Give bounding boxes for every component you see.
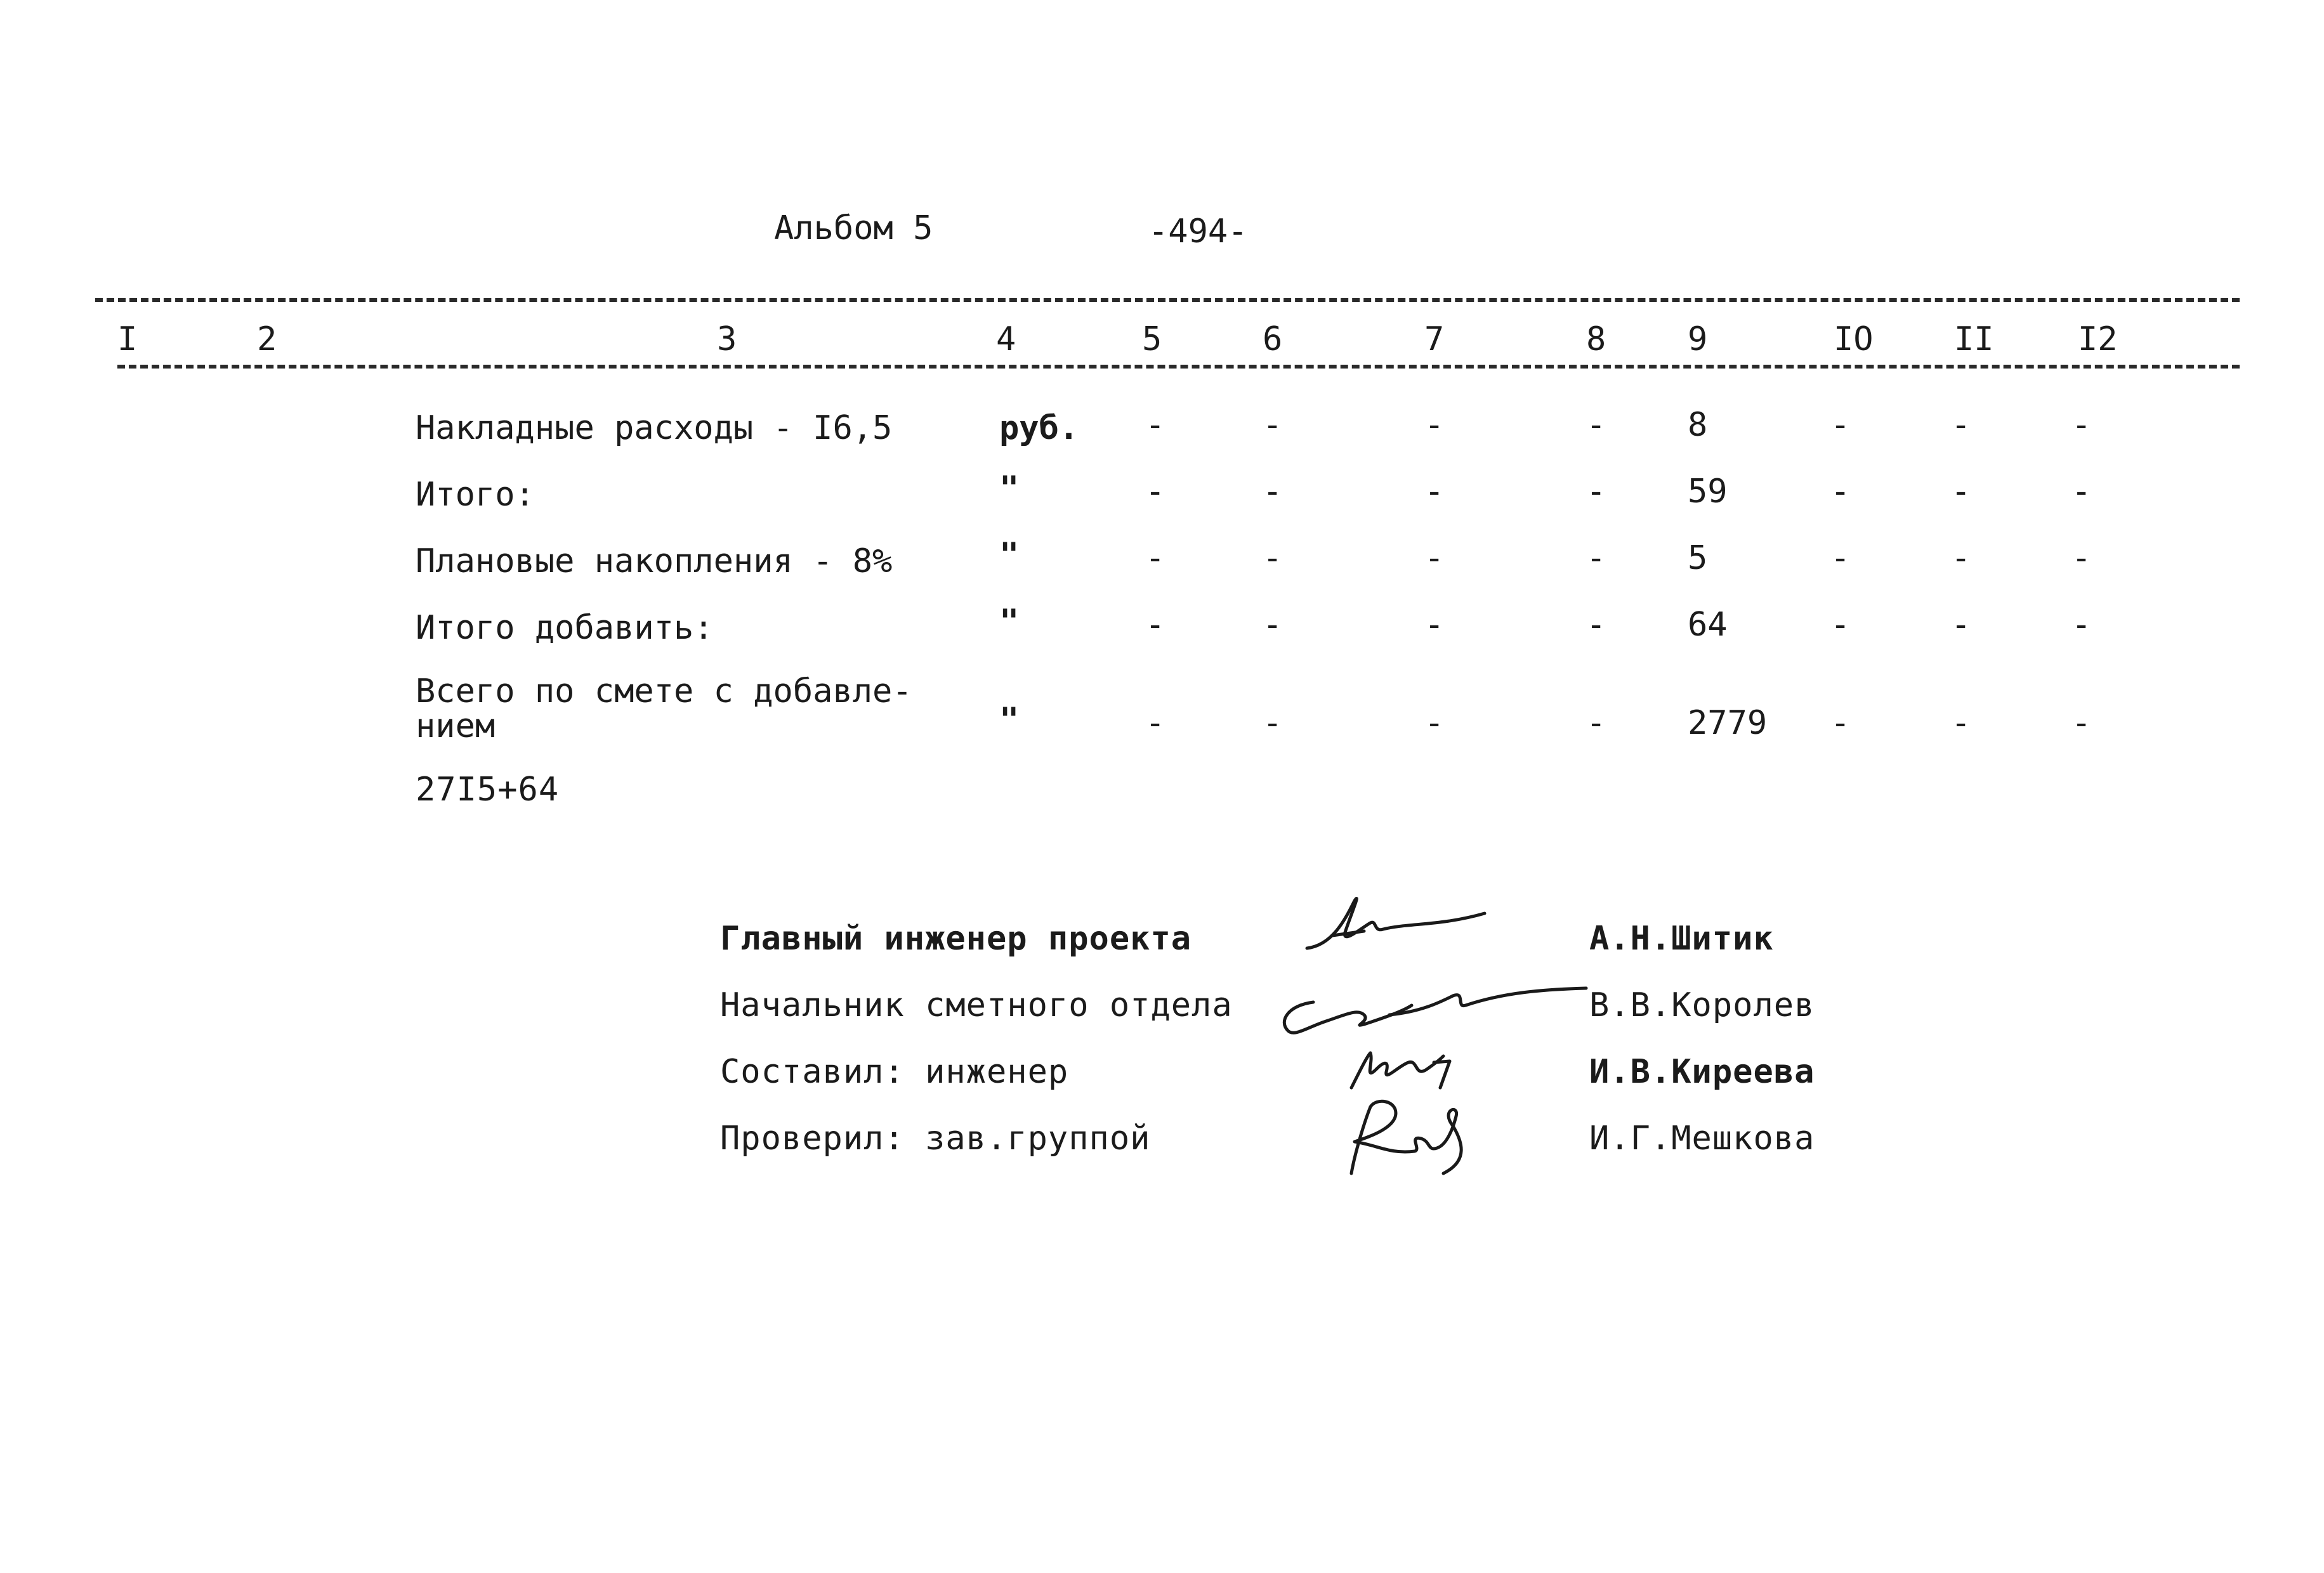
- row-label: Плановые накопления - 8%: [416, 542, 893, 580]
- cell-c10: -: [1830, 704, 1851, 742]
- album-label: Альбом 5: [774, 209, 933, 247]
- signature-name: И.В.Киреева: [1589, 1053, 1815, 1091]
- handwritten-signature-2: [1275, 977, 1592, 1047]
- cell-c7: -: [1424, 704, 1445, 742]
- row-unit: ": [999, 469, 1020, 507]
- cell-c9: 5: [1688, 539, 1708, 577]
- cell-c12: -: [2071, 539, 2092, 577]
- row-unit: руб.: [999, 409, 1079, 447]
- cell-c8: -: [1586, 473, 1606, 511]
- cell-c10: -: [1830, 539, 1851, 577]
- row-label: Накладные расходы - I6,5: [416, 409, 893, 447]
- column-number: 8: [1586, 320, 1606, 358]
- signature-name: В.В.Королев: [1589, 986, 1815, 1024]
- handwritten-signature-1: [1294, 888, 1497, 964]
- top-dashed-rule: [95, 298, 2240, 302]
- column-number: 7: [1424, 320, 1445, 358]
- cell-c6: -: [1263, 539, 1283, 577]
- cell-c7: -: [1424, 406, 1445, 444]
- row-unit: ": [999, 603, 1020, 641]
- column-number: I: [117, 320, 138, 358]
- cell-c8: -: [1586, 704, 1606, 742]
- cell-c12: -: [2071, 473, 2092, 511]
- cell-c6: -: [1263, 473, 1283, 511]
- cell-c11: -: [1951, 473, 1971, 511]
- row-unit: ": [999, 701, 1020, 739]
- cell-c9: 59: [1688, 473, 1728, 511]
- column-number: 9: [1688, 320, 1708, 358]
- cell-c11: -: [1951, 406, 1971, 444]
- cell-c8: -: [1586, 539, 1606, 577]
- cell-c8: -: [1586, 406, 1606, 444]
- cell-c10: -: [1830, 606, 1851, 644]
- cell-c7: -: [1424, 539, 1445, 577]
- cell-c5: -: [1145, 473, 1165, 511]
- column-number: 3: [717, 320, 737, 358]
- column-number: II: [1954, 320, 1994, 358]
- row-unit: ": [999, 536, 1020, 574]
- cell-c5: -: [1145, 704, 1165, 742]
- cell-c7: -: [1424, 473, 1445, 511]
- cell-c11: -: [1951, 539, 1971, 577]
- cell-c11: -: [1951, 704, 1971, 742]
- cell-c12: -: [2071, 704, 2092, 742]
- cell-c10: -: [1830, 473, 1851, 511]
- cell-c7: -: [1424, 606, 1445, 644]
- row-label: Итого:: [416, 476, 535, 514]
- cell-c11: -: [1951, 606, 1971, 644]
- column-number: 4: [996, 320, 1016, 358]
- column-number: IO: [1834, 320, 1874, 358]
- cell-c6: -: [1263, 704, 1283, 742]
- signature-name: А.Н.Шитик: [1589, 920, 1774, 958]
- cell-c8: -: [1586, 606, 1606, 644]
- signature-title: Составил: инженер: [720, 1053, 1069, 1091]
- sum-note: 27I5+64: [416, 771, 560, 809]
- row-label-line-2: нием: [416, 707, 496, 745]
- cell-c5: -: [1145, 606, 1165, 644]
- bottom-dashed-rule: [117, 365, 2240, 369]
- signature-title: Начальник сметного отдела: [720, 986, 1233, 1024]
- column-number: 6: [1263, 320, 1283, 358]
- column-number: I2: [2078, 320, 2118, 358]
- cell-c9: 8: [1688, 406, 1708, 444]
- cell-c5: -: [1145, 539, 1165, 577]
- cell-c12: -: [2071, 606, 2092, 644]
- signature-title: Проверил: зав.группой: [720, 1119, 1151, 1158]
- cell-c9: 2779: [1688, 704, 1768, 742]
- cell-c12: -: [2071, 406, 2092, 444]
- signature-name: И.Г.Мешкова: [1589, 1119, 1815, 1158]
- cell-c6: -: [1263, 406, 1283, 444]
- signature-title: Главный инженер проекта: [720, 920, 1192, 958]
- cell-c10: -: [1830, 406, 1851, 444]
- cell-c5: -: [1145, 406, 1165, 444]
- page-number: -494-: [1148, 212, 1248, 251]
- handwritten-signature-4: [1326, 1091, 1491, 1180]
- row-label: Итого добавить:: [416, 609, 714, 647]
- column-number: 2: [257, 320, 277, 358]
- column-number: 5: [1142, 320, 1162, 358]
- cell-c9: 64: [1688, 606, 1728, 644]
- row-label-line-1: Всего по смете с добавле-: [416, 672, 912, 710]
- cell-c6: -: [1263, 606, 1283, 644]
